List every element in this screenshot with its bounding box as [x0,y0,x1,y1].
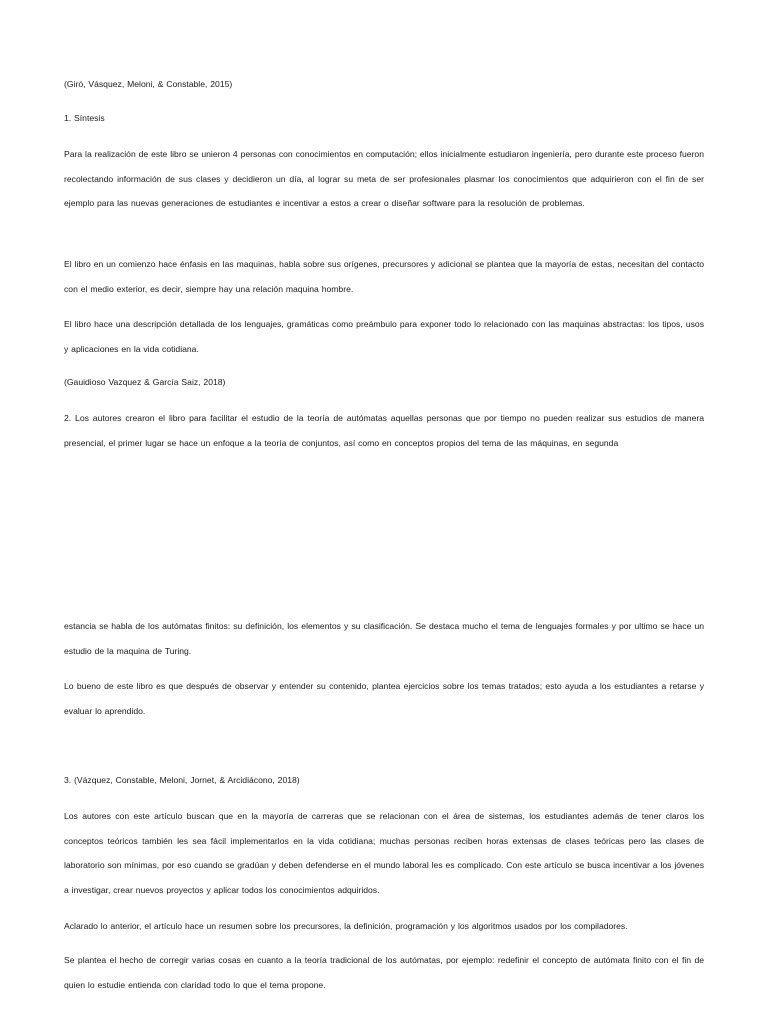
paragraph-authors-purpose: 2. Los autores crearon el libro para facilitar el estudio de la teoría de autómatas aquellas personas que por tiempo no pueden realizar sus estudios de manera presencial, el primer lugar se hace un enfoque a la teoría de conjuntos, así como en conceptos propios del tema de las máquinas, en segunda [64,413,704,448]
paragraph-compilers-summary: Aclarado lo anterior, el artículo hace un resumen sobre los precursores, la definición, programación y los algoritmos usados por los compiladores. [64,921,628,931]
paragraph-exercises: Lo bueno de este libro es que después de observar y entender su contenido, plantea ejercicios sobre los temas tratados; esto ayuda a los estudiantes a retarse y evaluar lo aprendido. [64,681,704,716]
citation-gauidioso-2018: (Gauidioso Vazquez & García Saiz, 2018) [64,377,226,387]
paragraph-article-goal: Los autores con este artículo buscan que en la mayoría de carreras que se relacionan con el área de sistemas, los estudiantes además de tener claros los conceptos teóricos también les sea fácil implementarlos en la vida cotidiana; muchas personas reciben horas extensas de clases teóricas pero las clases de laboratorio son mínimas, por eso cuando se gradúan y deben defenderse en el mundo laboral les es complicado. Con este artículo se busca incentivar a los jóvenes a investigar, crear nuevos proyectos y aplicar todos los conocimientos adquiridos. [64,811,704,895]
paragraph-machines-origins: El libro en un comienzo hace énfasis en las maquinas, habla sobre sus orígenes, precursores y adicional se plantea que la mayoría de estas, necesitan del contacto con el medio exterior, es decir, siempre hay una relación maquina hombre. [64,259,704,294]
paragraph-automata-theory: Se plantea el hecho de corregir varias cosas en cuanto a la teoría tradicional de los autómatas, por ejemplo: redefinir el concepto de autómata finito con el fin de quien lo estudie entienda con claridad todo lo que el tema propone. [64,955,704,990]
paragraph-languages-grammars: El libro hace una descripción detallada de los lenguajes, gramáticas como preámbulo para exponer todo lo relacionado con las maquinas abstractas: los tipos, usos y aplicaciones en la vida cotidiana. [64,319,704,354]
paragraph-book-authors: Para la realización de este libro se unieron 4 personas con conocimientos en computación; ellos inicialmente estudiaron ingeniería, pero durante este proceso fueron recolectando información de sus clases y decidieron un día, al lograr su meta de ser profesionales plasmar los conocimientos que adquirieron con el fin de ser ejemplo para las nuevas generaciones de estudiantes e incentivar a estos a crear o diseñar software para la resolución de problemas. [64,149,704,208]
citation-vazquez-2018: 3. (Vázquez, Constable, Meloni, Jornet, & Arcidiácono, 2018) [64,775,300,785]
paragraph-finite-automata: estancia se habla de los autómatas finitos: su definición, los elementos y su clasificación. Se destaca mucho el tema de lenguajes formales y por ultimo se hace un estudio de la maquina de Turing. [64,621,704,656]
citation-giro-2015: (Giró, Vásquez, Meloni, & Constable, 2015) [64,79,233,89]
section-heading-sintesis: 1. Síntesis [64,113,105,123]
